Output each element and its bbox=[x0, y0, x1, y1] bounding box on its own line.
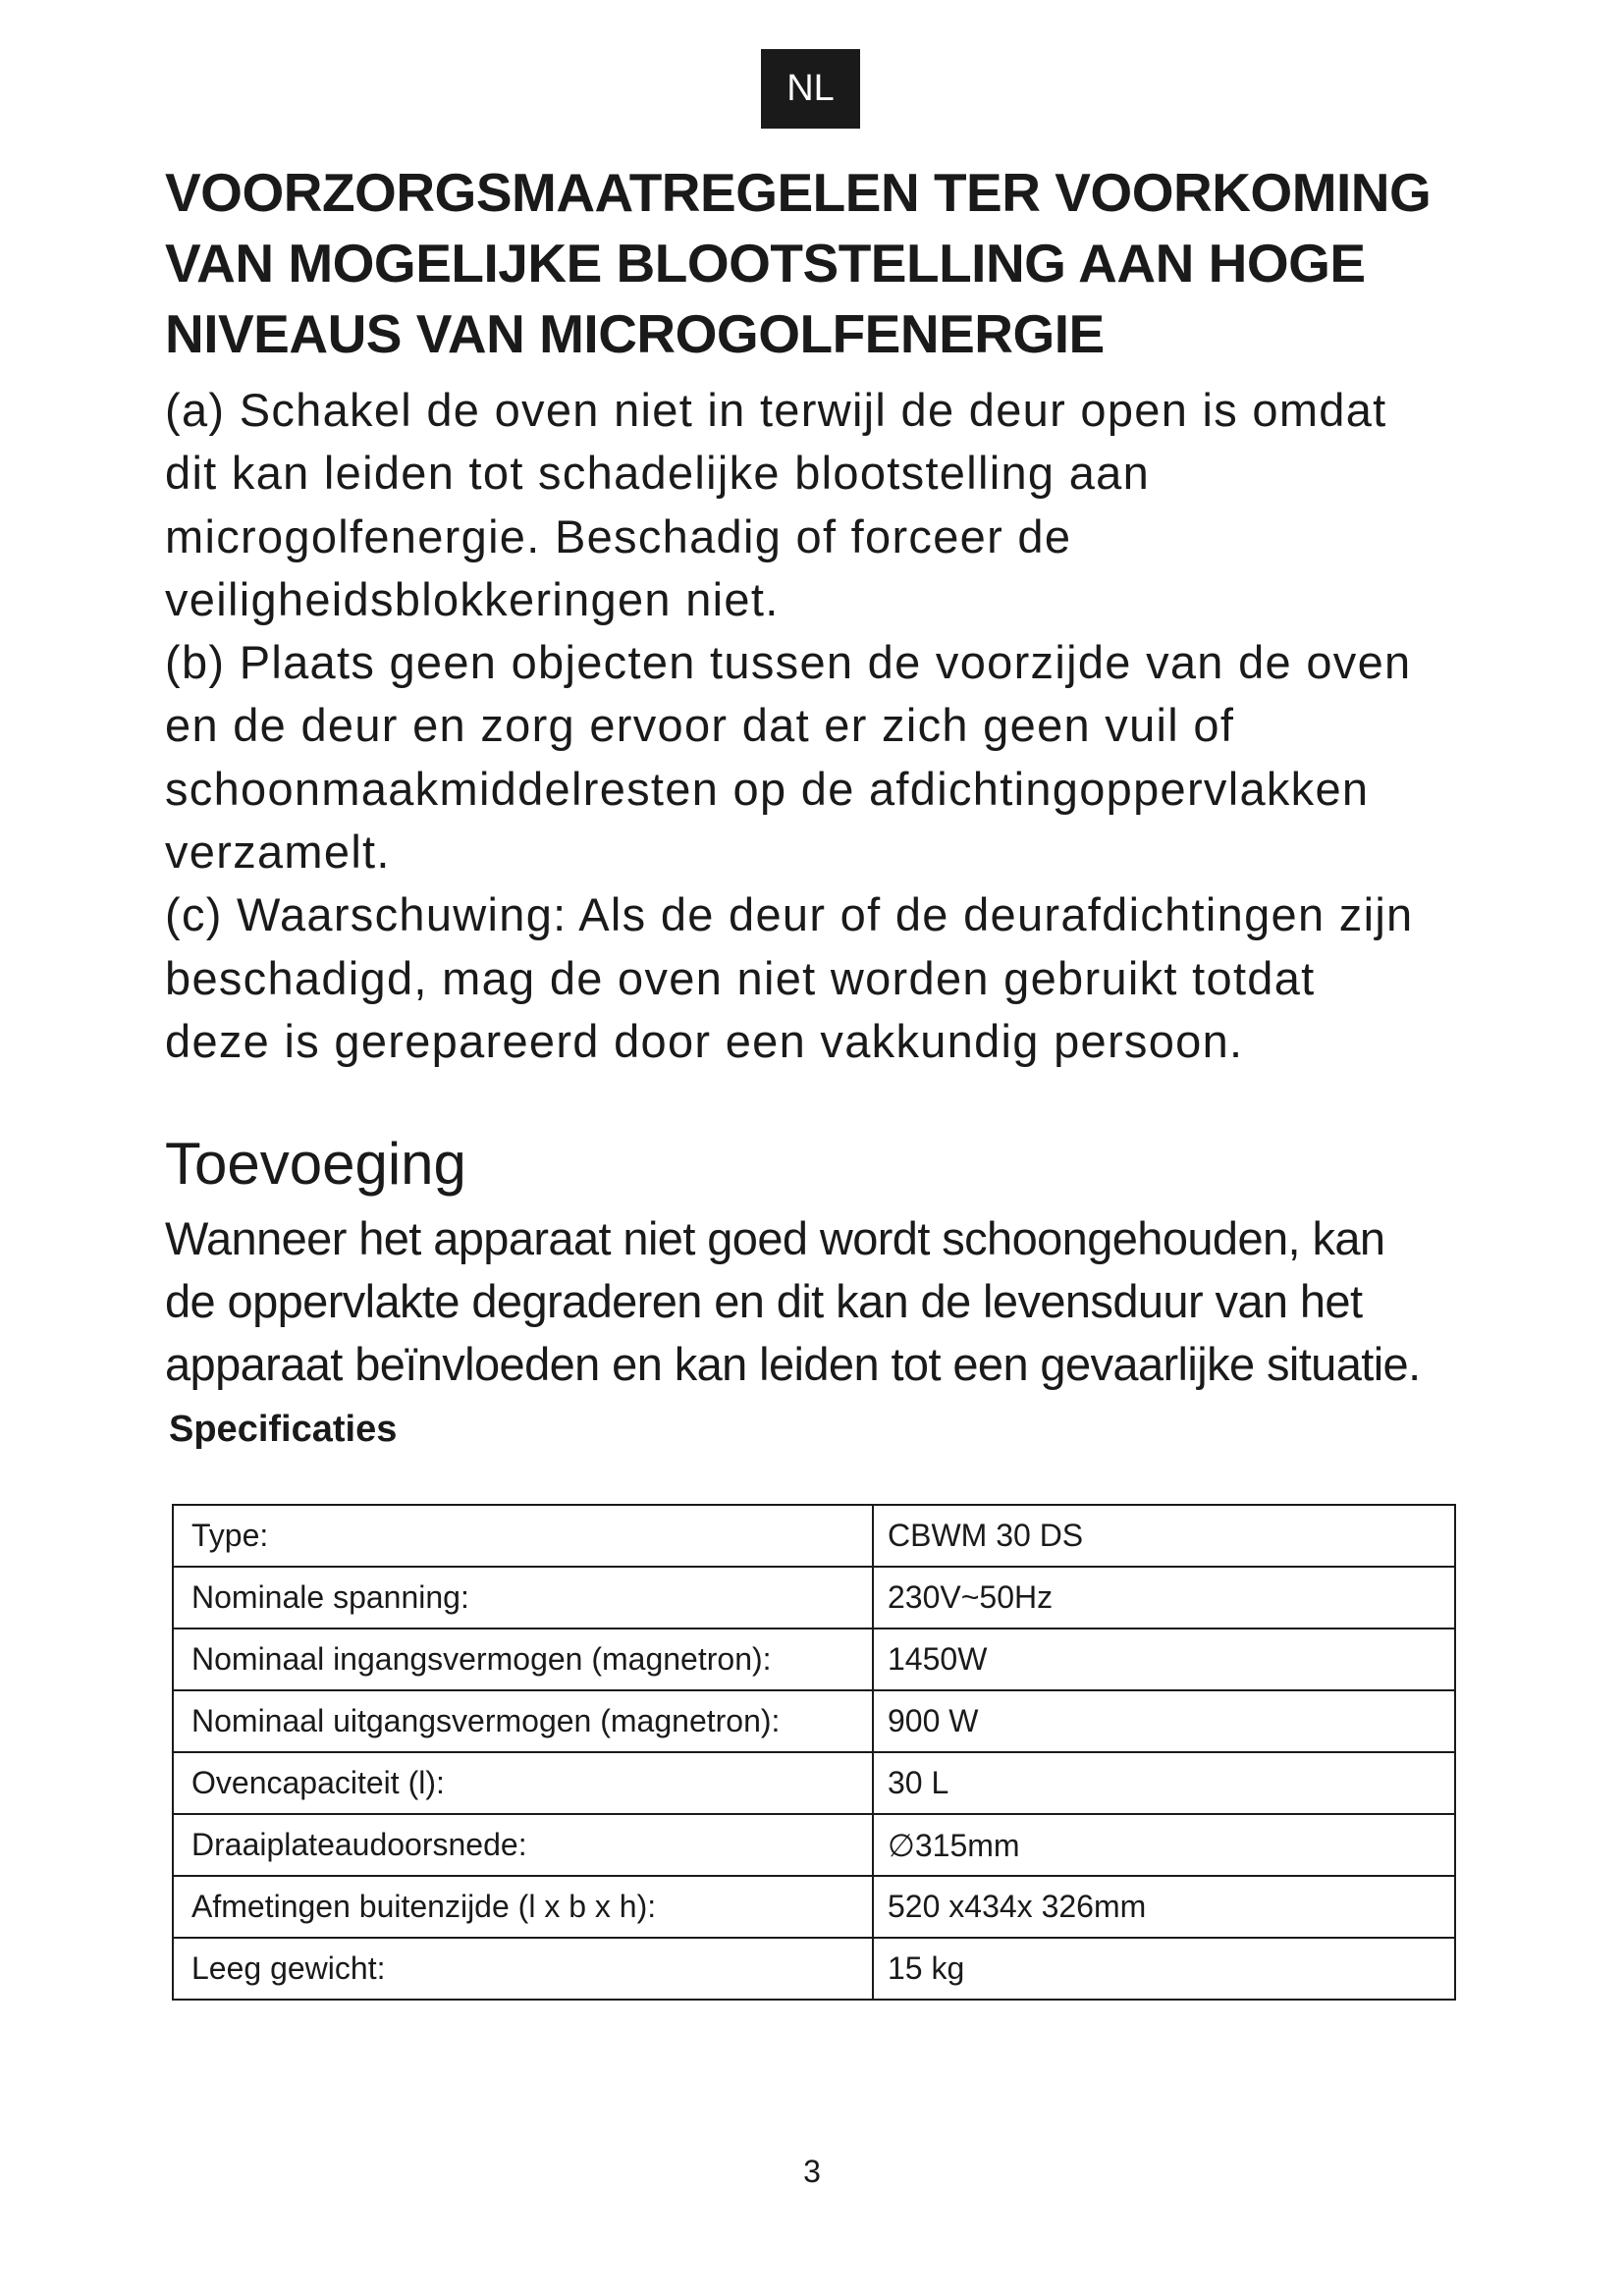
precaution-line: veiligheidsblokkeringen niet. bbox=[165, 572, 780, 625]
precaution-line: deze is gerepareerd door een vakkundig persoon. bbox=[165, 1014, 1244, 1067]
spec-value: 900 W bbox=[873, 1690, 1455, 1752]
spec-value: CBWM 30 DS bbox=[873, 1505, 1455, 1567]
addition-line: apparaat beïnvloeden en kan leiden tot een gevaarlijke situatie. bbox=[165, 1338, 1421, 1390]
spec-value: 520 x434x 326mm bbox=[873, 1876, 1455, 1938]
heading-line: NIVEAUS VAN MICROGOLFENERGIE bbox=[165, 303, 1105, 364]
spec-value: 1450W bbox=[873, 1629, 1455, 1690]
precaution-line: beschadigd, mag de oven niet worden gebruikt totdat bbox=[165, 951, 1316, 1004]
spec-label: Type: bbox=[173, 1505, 873, 1567]
precaution-line: (b) Plaats geen objecten tussen de voorzijde van de oven bbox=[165, 636, 1412, 689]
addition-text bbox=[165, 1207, 1540, 1396]
precaution-line: en de deur en zorg ervoor dat er zich geen vuil of bbox=[165, 699, 1235, 752]
page-heading bbox=[165, 157, 1500, 369]
spec-label: Leeg gewicht: bbox=[173, 1938, 873, 2000]
spec-label: Nominaal ingangsvermogen (magnetron): bbox=[173, 1629, 873, 1690]
spec-value: ∅315mm bbox=[873, 1814, 1455, 1876]
spec-label: Nominaal uitgangsvermogen (magnetron): bbox=[173, 1690, 873, 1752]
table-row bbox=[173, 1567, 1455, 1629]
table-row bbox=[173, 1752, 1455, 1814]
heading-line: VAN MOGELIJKE BLOOTSTELLING AAN HOGE bbox=[165, 233, 1366, 294]
addition-title: Toevoeging bbox=[165, 1131, 466, 1197]
spec-label: Ovencapaciteit (l): bbox=[173, 1752, 873, 1814]
spec-label: Afmetingen buitenzijde (l x b x h): bbox=[173, 1876, 873, 1938]
spec-value: 30 L bbox=[873, 1752, 1455, 1814]
addition-line: Wanneer het apparaat niet goed wordt schoongehouden, kan bbox=[165, 1212, 1385, 1264]
addition-line: de oppervlakte degraderen en dit kan de levensduur van het bbox=[165, 1275, 1363, 1327]
spec-label: Draaiplateaudoorsnede: bbox=[173, 1814, 873, 1876]
table-row bbox=[173, 1505, 1455, 1567]
specifications-table bbox=[172, 1504, 1456, 2001]
table-row bbox=[173, 1938, 1455, 2000]
precaution-line: schoonmaakmiddelresten op de afdichtingoppervlakken bbox=[165, 762, 1370, 815]
table-row bbox=[173, 1629, 1455, 1690]
precaution-line: dit kan leiden tot schadelijke blootstelling aan bbox=[165, 447, 1151, 500]
precaution-line: (a) Schakel de oven niet in terwijl de deur open is omdat bbox=[165, 384, 1387, 436]
precaution-line: microgolfenergie. Beschadig of forceer de bbox=[165, 509, 1072, 562]
precaution-line: verzamelt. bbox=[165, 826, 391, 879]
precautions-text bbox=[165, 379, 1540, 1073]
specifications-title: Specificaties bbox=[169, 1409, 398, 1450]
heading-line: VOORZORGSMAATREGELEN TER VOORKOMING bbox=[165, 162, 1432, 223]
table-row bbox=[173, 1690, 1455, 1752]
precaution-line: (c) Waarschuwing: Als de deur of de deurafdichtingen zijn bbox=[165, 888, 1414, 941]
table-row bbox=[173, 1876, 1455, 1938]
table-row bbox=[173, 1814, 1455, 1876]
spec-label: Nominale spanning: bbox=[173, 1567, 873, 1629]
spec-value: 230V~50Hz bbox=[873, 1567, 1455, 1629]
spec-value: 15 kg bbox=[873, 1938, 1455, 2000]
language-badge: NL bbox=[761, 49, 860, 129]
page-number: 3 bbox=[803, 2154, 821, 2189]
